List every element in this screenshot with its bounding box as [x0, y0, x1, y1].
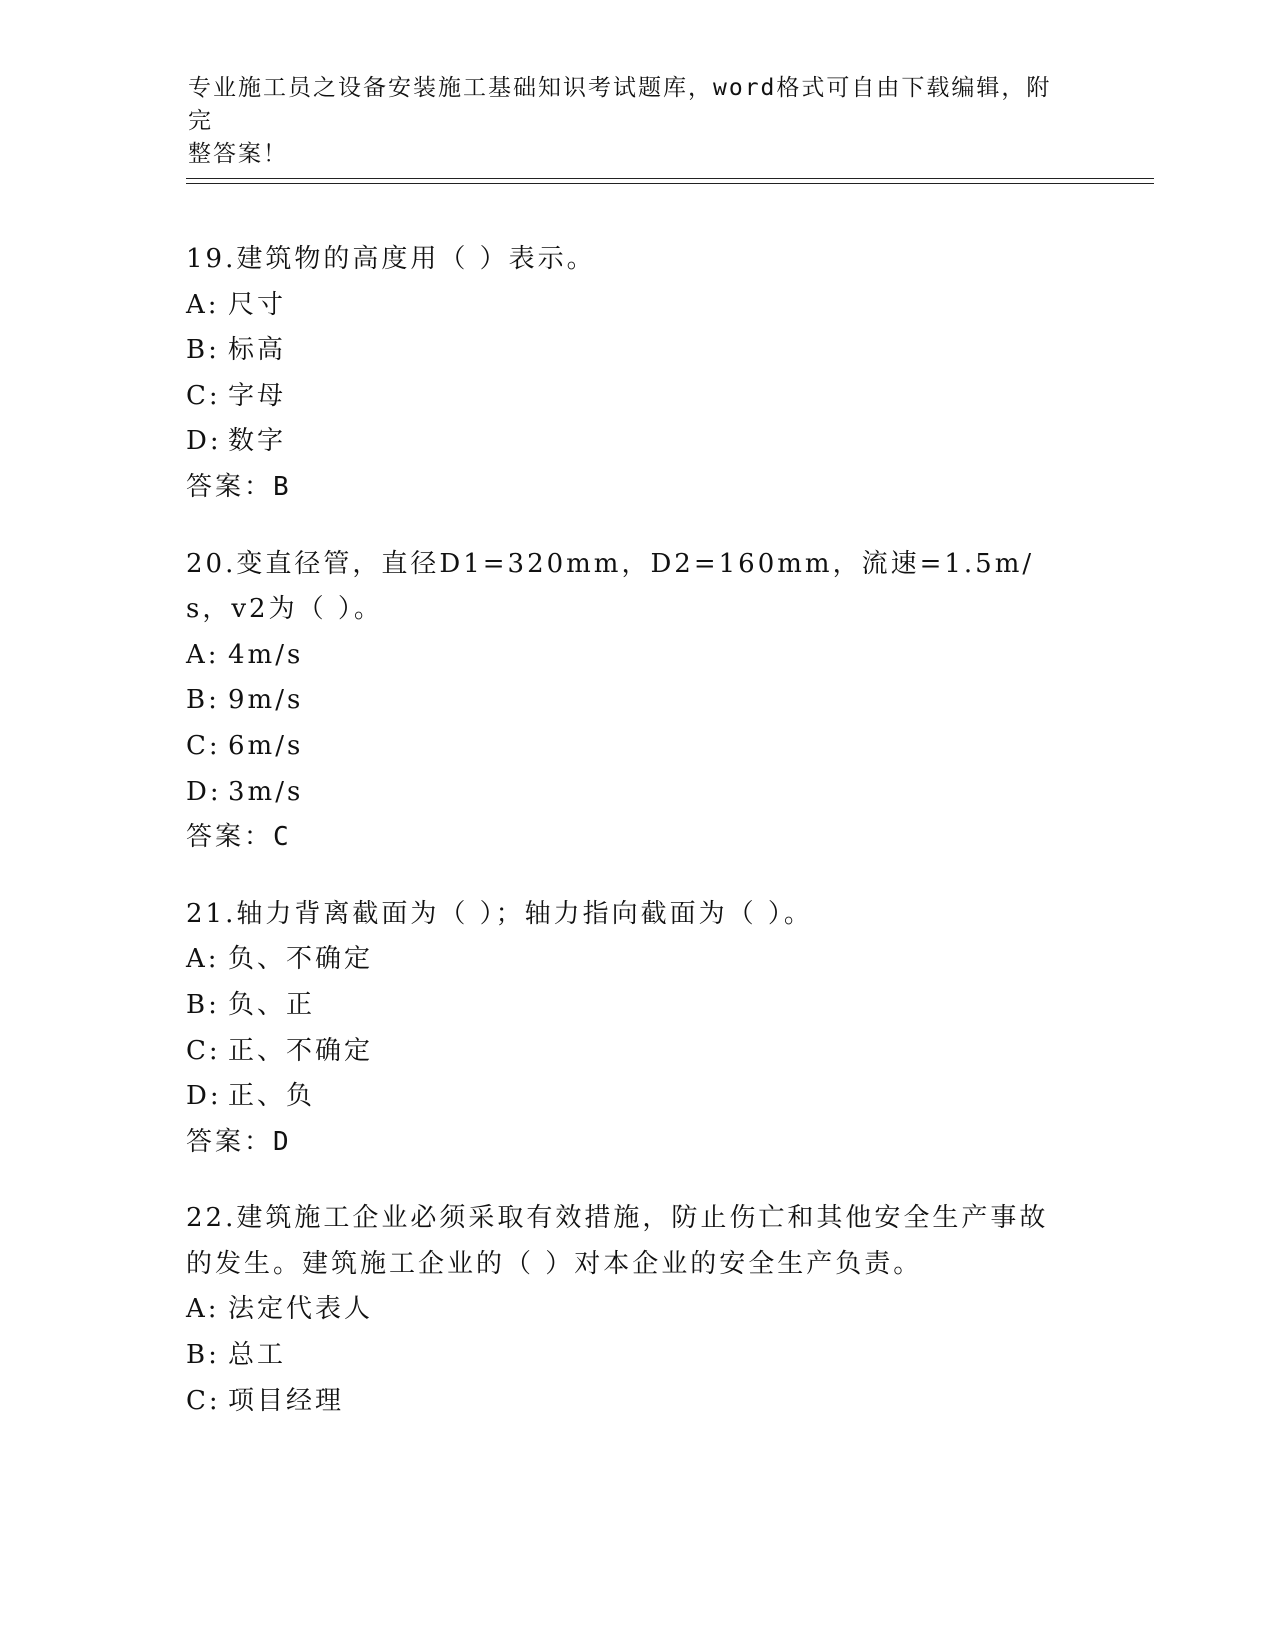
question-19 [186, 237, 1086, 511]
question-text: 21.轴力背离截面为（ ）；轴力指向截面为（ ）。 [186, 898, 813, 929]
option-a [186, 633, 1086, 679]
question-21 [186, 892, 1086, 1166]
header-line-1: 专业施工员之设备安装施工基础知识考试题库，word格式可自由下载编辑，附完 [188, 75, 1052, 134]
option-text: 项目经理 [228, 1385, 345, 1416]
option-c [186, 374, 1086, 420]
document-header [188, 72, 1068, 171]
option-text: 6m/s [228, 730, 304, 761]
option-label: D: [186, 1081, 222, 1112]
question-text: 20.变直径管，直径D1=320mm，D2=160mm，流速=1.5m/s，v2为（ ）。 [186, 548, 1035, 625]
question-text: 19.建筑物的高度用（ ）表示。 [186, 244, 596, 274]
header-rule-top [186, 178, 1154, 179]
option-text: 负、正 [228, 989, 316, 1020]
option-text: 数字 [228, 426, 287, 457]
option-text: 正、不确定 [228, 1035, 374, 1066]
option-label: A: [186, 289, 220, 320]
option-text: 3m/s [228, 776, 304, 807]
answer-line: 答案：D [186, 1126, 292, 1157]
option-label: C: [186, 380, 221, 411]
question-list [186, 237, 1086, 1455]
option-label: D: [186, 426, 222, 457]
answer-line: 答案：B [186, 471, 292, 502]
option-text: 负、不确定 [228, 944, 374, 975]
option-a [186, 1287, 1086, 1333]
option-text: 正、负 [228, 1081, 316, 1112]
option-a [186, 283, 1086, 329]
option-label: B: [186, 685, 220, 716]
option-b [186, 678, 1086, 724]
option-label: B: [186, 335, 220, 366]
option-label: B: [186, 989, 220, 1020]
question-20 [186, 542, 1086, 861]
question-text: 22.建筑施工企业必须采取有效措施，防止伤亡和其他安全生产事故的发生。建筑施工企业的（ ）对本企业的安全生产负责。 [186, 1203, 1049, 1279]
option-label: A: [186, 639, 220, 670]
option-label: D: [186, 776, 222, 807]
option-text: 法定代表人 [228, 1294, 374, 1325]
option-c [186, 724, 1086, 770]
option-d [186, 419, 1086, 465]
option-text: 标高 [228, 335, 287, 366]
option-text: 字母 [228, 380, 287, 411]
option-d [186, 770, 1086, 816]
question-22 [186, 1196, 1086, 1424]
option-label: A: [186, 1294, 220, 1325]
option-text: 4m/s [228, 639, 304, 670]
option-label: A: [186, 944, 220, 975]
option-label: C: [186, 1035, 221, 1066]
option-a [186, 937, 1086, 983]
option-text: 尺寸 [228, 289, 287, 320]
option-label: B: [186, 1340, 220, 1371]
option-c [186, 1379, 1086, 1425]
option-d [186, 1074, 1086, 1120]
option-text: 总工 [228, 1340, 287, 1371]
header-line-2: 整答案！ [188, 141, 288, 167]
answer-line: 答案：C [186, 822, 292, 853]
option-label: C: [186, 730, 221, 761]
option-label: C: [186, 1385, 221, 1416]
header-rule-bottom [186, 183, 1154, 184]
option-b [186, 1333, 1086, 1379]
option-text: 9m/s [228, 685, 304, 716]
option-b [186, 983, 1086, 1029]
option-c [186, 1029, 1086, 1075]
option-b [186, 328, 1086, 374]
